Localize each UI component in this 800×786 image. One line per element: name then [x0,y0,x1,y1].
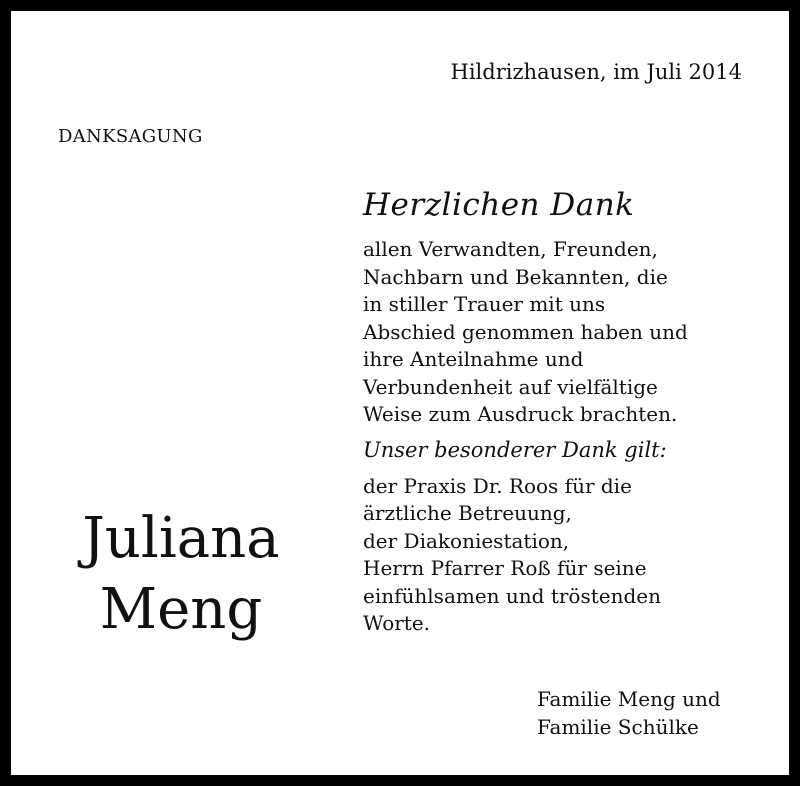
thanks-title: Herzlichen Dank [363,187,635,223]
thanks-content [363,183,783,638]
signature-line: Familie Meng und [537,687,721,711]
special-thanks-line: ärztliche Betreuung, [363,501,572,525]
family-signature [537,685,721,741]
thanks-line: Abschied genommen haben und [363,319,688,344]
special-thanks-line: der Diakoniestation, [363,528,570,553]
thanks-line: in stiller Trauer mit uns [363,292,606,316]
thanks-line: Nachbarn und Bekannten, die [363,264,668,289]
thanks-line: Weise zum Ausdruck brachten. [363,402,678,426]
special-thanks-title: Unser besonderer Dank gilt: [363,437,667,462]
notice-heading: DANKSAGUNG [58,126,203,147]
special-thanks-paragraph [363,473,783,638]
thanks-line: ihre Anteilnahme und [363,347,584,371]
signature-line: Familie Schülke [537,715,699,739]
deceased-first-name: Juliana [82,506,280,571]
deceased-name [41,503,321,645]
deceased-last-name: Meng [99,577,263,642]
thanks-paragraph [363,236,783,429]
special-thanks-line: einfühlsamen und tröstenden [363,583,661,608]
special-thanks-line: Herrn Pfarrer Roß für seine [363,556,647,580]
place-and-date: Hildrizhausen, im Juli 2014 [450,60,742,84]
thanks-line: Verbundenheit auf vielfältige [363,374,658,399]
special-thanks-line: Worte. [363,611,431,635]
special-thanks-line: der Praxis Dr. Roos für die [363,473,632,498]
thanks-line: allen Verwandten, Freunden, [363,237,658,261]
